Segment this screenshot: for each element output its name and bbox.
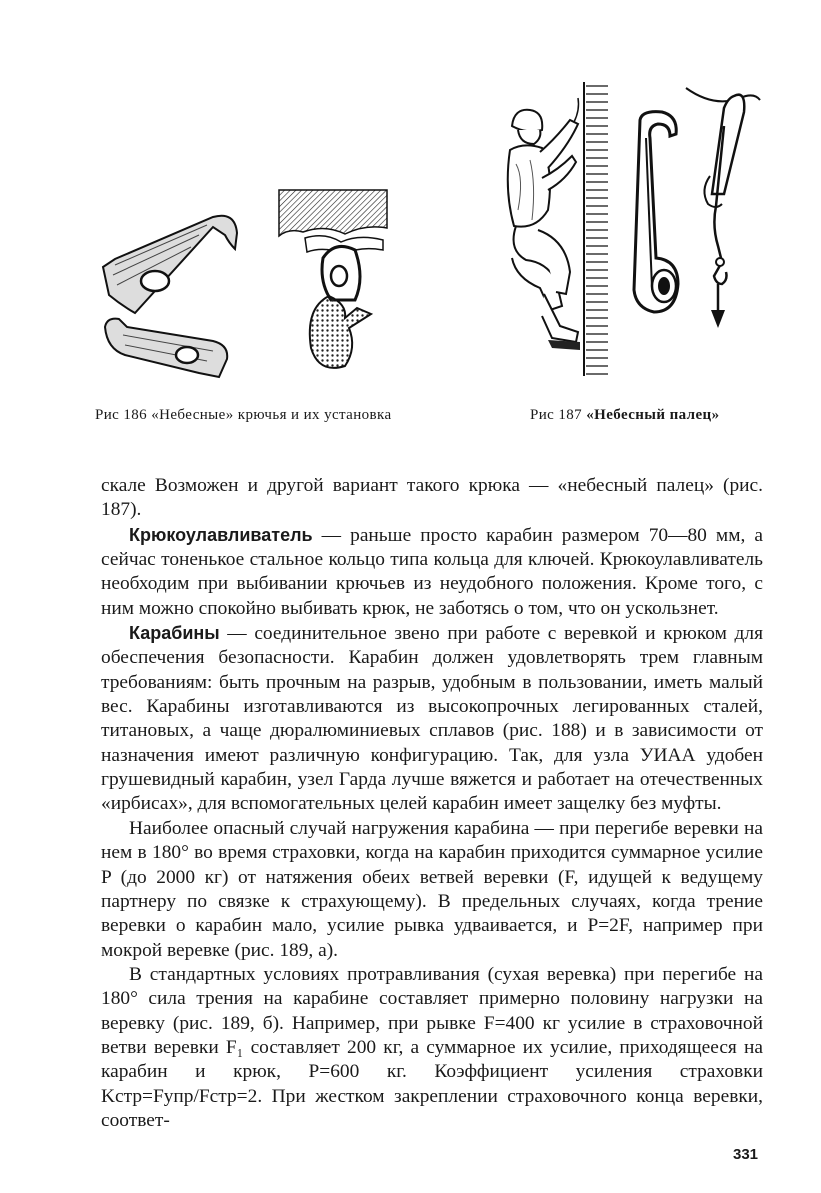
page-number: 331 — [733, 1146, 759, 1163]
term-carabiners: Карабины — [129, 623, 220, 644]
paragraph-hook-catcher-text: — раньше просто карабин размером 70—80 мм, а сейчас тоненькое стальное кольцо типа кольца для ключей. Крюкоулавливатель необходим при выбивании крючьев из неудобного положения. Кроме того, с ним можно спокойно выбивать крюк, не заботясь о том, что он ускользнет. — [101, 524, 763, 619]
paragraph-dangerous-case: Наиболее опасный случай нагружения карабина — при перегибе веревки на нем в 180° во время страховки, когда на карабин приходится суммарное усилие P (до 2000 кг) от натяжения обеих ветвей веревки (F, идущей к ведущему партнеру по связке к страхующему). В предельных случаях, когда трение веревки о карабин мало, усилие рывка удваивается, и P=2F, например при мокрой веревке (рис. 189, а). — [101, 817, 763, 961]
figure-187-climber-drawing — [496, 80, 612, 378]
figure-187-caption-text: «Небесный палец» — [586, 407, 720, 423]
figure-187-hanging-drawing — [684, 86, 762, 334]
paragraph-carabiners-text: — соединительное звено при работе с веревкой и крюком для обеспечения безопасности. Карабин должен удовлетворять трем главным требованиям: быть прочным на разрыв, удобным в пользовании, иметь малый вес. Карабины изготавливаются из высокопрочных легированных сталей, титановых, а чаще дюралюминиевых сплавов (рис. 188) и в зависимости от назначения имеют различную конфигурацию. Так, для узла УИАА удобен грушевидный карабин, узел Гарда лучше вяжется и работает на отечественных «ирбисах», для вспомогательных целей карабин имеет защелку без муфты. — [101, 623, 763, 815]
figure-186-caption — [95, 406, 425, 425]
paragraph-carabiners — [101, 621, 763, 817]
paragraph-hook-catcher — [101, 523, 763, 621]
figure-187-finger-drawing — [622, 108, 688, 318]
figure-186-caption-prefix: Рис 186 — [95, 407, 148, 423]
paragraph-standard-conditions: В стандартных условиях протравливания (сухая веревка) при перегибе на 180° сила трения на карабине составляет примерно половину нагрузки на веревку (рис. 189, б). Например, при рывке F=400 кг усилие в страховочной ветви веревки F₁ составляет 200 кг, а суммарное их усилие, приходящееся на карабин и крюк, P=600 кг. Коэффициент усиления страховки Kстр=Fупр/Fстр=2. При жестком закреплении страховочного конца веревки, соответ- — [101, 963, 763, 1131]
body-text — [101, 474, 763, 1133]
figure-187-caption — [530, 406, 762, 425]
figure-187-caption-prefix: Рис 187 — [530, 407, 583, 423]
figure-186-hooks-drawing — [95, 205, 245, 390]
figure-186-caption-text: «Небесные» крючья и их установка — [151, 407, 392, 423]
figure-186-installation-drawing — [275, 188, 395, 383]
term-hook-catcher: Крюкоулавливатель — [129, 524, 313, 545]
paragraph-continuation: скале Возможен и другой вариант такого крюка — «небесный палец» (рис. 187). — [101, 475, 763, 521]
